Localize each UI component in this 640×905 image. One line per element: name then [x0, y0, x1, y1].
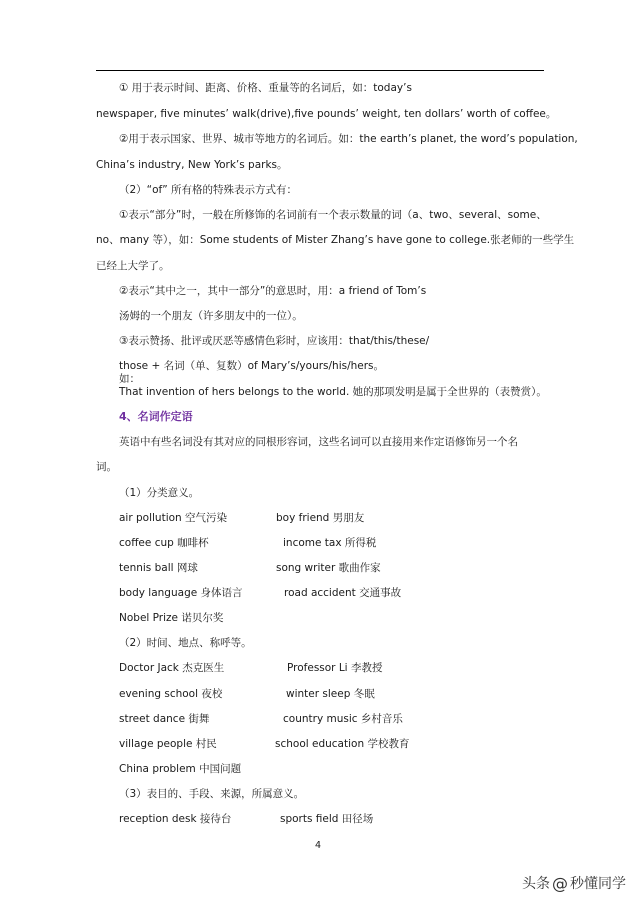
term-left: China problem 中国问题	[119, 763, 242, 775]
text-line: ③表示赞扬、批评或厌恶等感情色彩时，应该用：that/this/these/	[119, 335, 430, 347]
text-line: no、many 等），如：Some students of Mister Zhang’s have gone to college.张老师的一些学生	[96, 234, 575, 246]
text-line: 词。	[96, 461, 117, 473]
text-line: China’s industry, New York’s parks。	[96, 159, 288, 171]
term-right: country music 乡村音乐	[283, 713, 403, 725]
term-right: boy friend 男朋友	[276, 512, 365, 524]
header-rule	[96, 70, 544, 71]
term-right: income tax 所得税	[283, 537, 377, 549]
term-left: street dance 街舞	[119, 713, 210, 725]
watermark	[522, 873, 626, 893]
term-right: sports field 田径场	[280, 813, 374, 825]
term-left: tennis ball 网球	[119, 562, 198, 574]
watermark-prefix: 头条	[522, 876, 550, 892]
category-heading: （3）表目的、手段、来源，所属意义。	[119, 788, 305, 800]
section-heading: 4、名词作定语	[119, 410, 193, 423]
category-heading: （2）时间、地点、称呼等。	[119, 637, 252, 649]
term-left: village people 村民	[119, 738, 217, 750]
at-icon: @	[552, 873, 568, 893]
term-right: school education 学校教育	[275, 738, 410, 750]
term-left: body language 身体语言	[119, 587, 243, 599]
page-number: 4	[315, 840, 322, 851]
text-line: 英语中有些名词没有其对应的同根形容词，这些名词可以直接用来作定语修饰另一个名	[119, 436, 518, 448]
term-left: Doctor Jack 杰克医生	[119, 662, 225, 674]
text-line: 已经上大学了。	[96, 260, 170, 272]
text-line: ②表示“其中之一，其中一部分”的意思时，用：a friend of Tom’s	[119, 285, 427, 297]
term-right: winter sleep 冬眠	[286, 688, 375, 700]
term-right: song writer 歌曲作家	[276, 562, 381, 574]
term-left: coffee cup 咖啡杯	[119, 537, 209, 549]
text-line: 汤姆的一个朋友（许多朋友中的一位）。	[119, 310, 303, 322]
text-line: ②用于表示国家、世界、城市等地方的名词后。如：the earth’s planet, the word’s population,	[119, 133, 578, 145]
text-line: ①表示“部分”时，一般在所修饰的名词前有一个表示数量的词（a、two、several、some、	[119, 209, 547, 221]
term-left: evening school 夜校	[119, 688, 223, 700]
text-line: ① 用于表示时间、距离、价格、重量等的名词后，如：today’s	[119, 82, 412, 94]
term-left: Nobel Prize 诺贝尔奖	[119, 612, 224, 624]
subsection-heading: （2）“of” 所有格的特殊表示方式有：	[119, 184, 298, 196]
term-left: air pollution 空气污染	[119, 512, 228, 524]
category-heading: （1）分类意义。	[119, 487, 200, 499]
text-line: That invention of hers belongs to the world. 她的那项发明是属于全世界的（表赞赏）。	[119, 386, 547, 398]
text-line: those + 名词（单、复数）of Mary’s/yours/his/hers。	[119, 360, 385, 372]
term-right: Professor Li 李教授	[287, 662, 383, 674]
term-left: reception desk 接待台	[119, 813, 232, 825]
term-right: road accident 交通事故	[284, 587, 402, 599]
watermark-handle: 秒懂同学	[570, 876, 626, 892]
text-line: 如：	[119, 373, 140, 385]
text-line: newspaper, five minutes’ walk(drive),five pounds’ weight, ten dollars’ worth of coffee。	[96, 108, 557, 120]
